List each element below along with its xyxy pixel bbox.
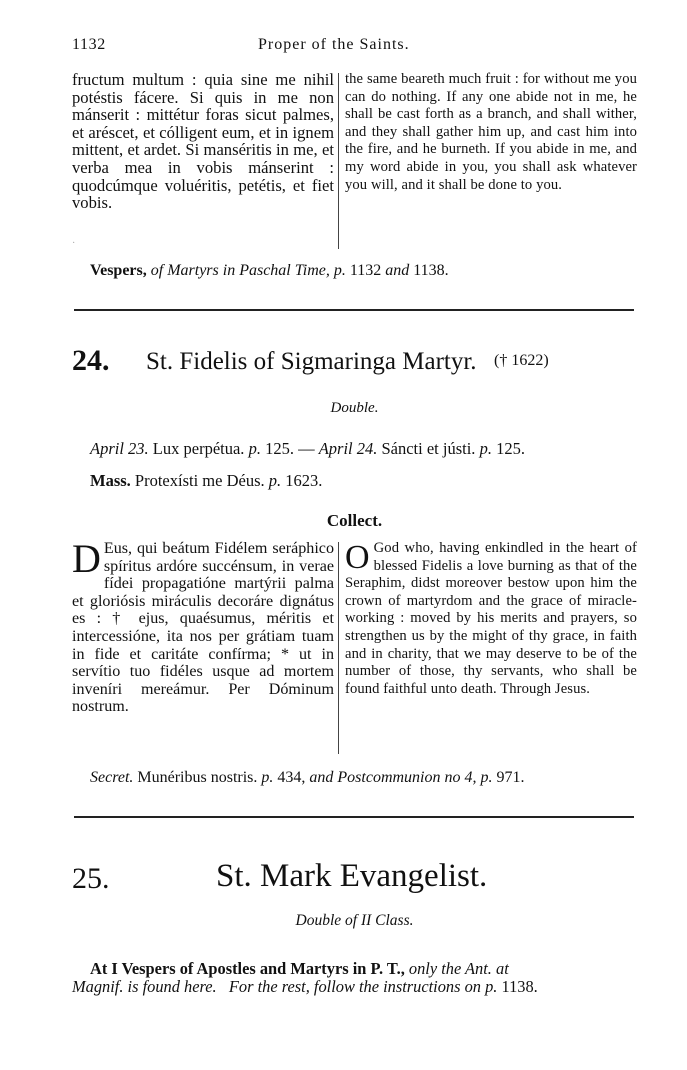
vespers-page-2: 1138. <box>413 262 449 279</box>
gospel-latin-column: fructum multum : quia sine me nihil potéstis fácere. Si quis in me non mánserit : mittétur foras sicut palmes, et aréscet, et cólligent eum, et in ignem mittent, et ardet. Si manséritis in me, et verba mea in vobis mánserint : quodcúmque voluéritis, petétis, et fiet vobis. <box>72 70 334 213</box>
mass-page: 1623. <box>285 471 323 490</box>
april-23-page: 125. — <box>265 439 315 458</box>
feast-25-vespers-italic: only the Ant. at <box>408 959 509 978</box>
gospel-continuation <box>72 71 637 251</box>
section-divider <box>74 309 634 311</box>
feast-25-title: St. Mark Evangelist. <box>216 858 488 894</box>
vespers-label: Vespers, <box>90 262 147 279</box>
collect-block <box>72 536 637 758</box>
collect-english-column <box>345 540 637 698</box>
feast-24-rank: Double. <box>330 400 379 416</box>
column-divider <box>338 542 339 754</box>
collect-english-dropcap: O <box>345 539 370 576</box>
vespers-text: of Martyrs in Paschal Time, p. <box>150 262 346 279</box>
collect-latin-column <box>72 536 334 716</box>
column-divider <box>338 73 339 249</box>
print-speck: · <box>72 238 76 249</box>
secret-page: 434, <box>277 769 306 786</box>
feast-25-vespers-line <box>90 959 509 979</box>
april-24-page: 125. <box>496 439 525 458</box>
feast-25-vespers-bold: At I Vespers of Apostles and Martyrs in P. T., <box>90 959 405 978</box>
feast-24-death-year: († 1622) <box>494 352 549 369</box>
collect-latin-text: Eus, qui beátum Fidélem seráphico spíritus ardóre succénsum, in verae fídei propagatióne martýrii palma et gloriósis miráculis decoráre dignátus es : † ejus, quaésumus, méritis et intercessióne, ita nos per grátiam tuam in fide et caritáte confírma; * ut in servítio tuo fidéles usque ad mortem inveníri mereámur. Per Dóminum nostrum. <box>72 540 334 716</box>
april-24-p: p. <box>479 439 492 458</box>
feast-24-mass <box>90 471 322 491</box>
running-header <box>72 36 635 58</box>
mass-text: Protexísti me Déus. <box>134 471 265 490</box>
mass-label: Mass. <box>90 471 131 490</box>
gospel-english-column: the same beareth much fruit : for without me you can do nothing. If any one abide not in me, he shall be cast forth as a branch, and shall wither, and they shall gather him up, and cast him into the fire, and he burneth. If you abide in me, and my word abide in you, you shall ask whatever you will, and it shall be done to you. <box>345 71 637 193</box>
vespers-reference <box>90 262 449 280</box>
feast-24-introits <box>90 439 525 459</box>
april-24-label: April 24. <box>318 439 378 458</box>
april-23-p: p. <box>248 439 261 458</box>
april-23-label: April 23. <box>90 439 149 458</box>
feast-24-number: 24. <box>72 344 110 377</box>
feast-25-rank: Double of II Class. <box>295 912 414 929</box>
vespers-page-1: 1132 <box>349 262 382 279</box>
collect-english-text: God who, having enkindled in the heart of blessed Fidelis a love burning as that of the Seraphim, didst moreover bestow upon him the crown of martyrdom and the grace of miracle-working : moved by his merits and prayers, so strengthen us by the might of thy grace, in faith and in charity, that we may deserve to be of the number of those, thy servants, who shall be found faithful unto death. Through Jesus. <box>345 540 637 697</box>
collect-latin-dropcap: D <box>72 536 101 581</box>
running-title: Proper of the Saints. <box>258 36 410 53</box>
feast-25-instructions-line <box>72 977 538 997</box>
page-number: 1132 <box>72 36 106 53</box>
feast-25-number: 25. <box>72 862 110 895</box>
secret-label: Secret. <box>90 769 134 786</box>
mass-p: p. <box>268 471 282 490</box>
feast-25-instructions: Magnif. is found here. For the rest, follow the instructions on p. <box>72 977 498 996</box>
feast-24-secret <box>90 769 525 787</box>
section-divider <box>74 816 634 818</box>
april-23-text: Lux perpétua. <box>152 439 245 458</box>
secret-p: p. <box>261 769 274 786</box>
vespers-and: and <box>385 262 410 279</box>
april-24-text: Sáncti et jústi. <box>381 439 476 458</box>
secret-text: Munéribus nostris. <box>137 769 258 786</box>
collect-heading: Collect. <box>326 511 383 530</box>
postcommunion-page: 971. <box>496 769 525 786</box>
postcommunion-label: and Postcommunion no 4, p. <box>309 769 493 786</box>
feast-25-instructions-page: 1138. <box>501 977 538 996</box>
feast-24-title: St. Fidelis of Sigmaringa Martyr. <box>146 348 477 375</box>
